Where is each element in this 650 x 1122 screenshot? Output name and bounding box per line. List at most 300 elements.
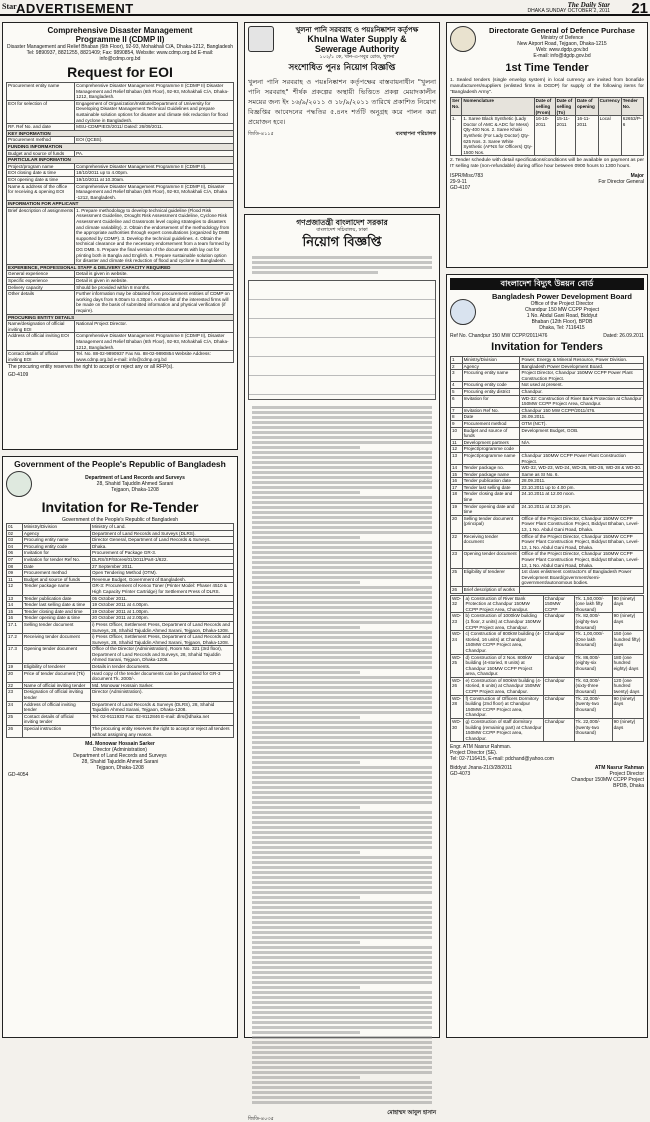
row-number: 18: [451, 491, 463, 503]
table-row: [451, 116, 644, 156]
table-row: [7, 321, 234, 333]
bpdb-signer-title: Project Director: [609, 771, 644, 778]
text-line: [252, 851, 360, 854]
table-row: [7, 670, 234, 682]
row-number: 23: [451, 551, 463, 569]
row-value: Comprehensive Disaster Management Programme II (CDMP II).: [75, 163, 234, 170]
row-value: WD-32: Construction of River Bank Protection at Chandpur 150MW CCPP Project Area, Chandpur.: [520, 395, 644, 407]
table-cell: 180 (one hundred eighty) days: [612, 654, 643, 677]
table-row: [451, 452, 644, 464]
text-line: [252, 856, 432, 859]
table-cell: a) Construction of River Bank Protection at Chandpur 150MW CCPP Project Area, Chandpur.: [464, 595, 543, 613]
row-label: Tender package name: [22, 583, 90, 595]
table-cell: 90 (ninety) days: [612, 613, 643, 631]
row-label: Eligibility of tenderer: [22, 664, 90, 671]
text-line: [252, 781, 432, 784]
text-line: [252, 806, 360, 809]
table-cell: Tk. 22,000/- (twenty-two thousand): [574, 719, 612, 742]
gob-title: Government of the People's Republic of Bangladesh: [14, 459, 226, 469]
row-label: Invitation for: [462, 395, 520, 407]
text-line: [252, 816, 432, 819]
table-cell: b) Construction of 1000kW building (1 floor, 2 units) at Chandpur 150MW CCPP Project area, Chandpur.: [464, 613, 543, 631]
column-header: Nomenclature: [462, 98, 534, 116]
dgdp-tender-ad: [446, 22, 648, 268]
column-header: Tender No.: [621, 98, 643, 116]
table-cell: WD-24: [451, 631, 464, 654]
table-row: [451, 395, 644, 407]
text-line: [252, 571, 432, 574]
row-label: Selling tender document: [22, 621, 90, 633]
table-cell: WD-28: [451, 695, 464, 718]
text-line: [252, 581, 360, 584]
bpdb-official-title: Project Director (SE).: [450, 750, 498, 757]
table-cell: Tk. 22,000/- (twenty-two thousand): [574, 695, 612, 718]
row-number: 15: [7, 608, 23, 615]
row-label: Procuring entity name: [22, 537, 90, 544]
row-value: Tel: 02-9111933 Fax: 02-9112846 E-mail: dlrs@dhaka.net: [90, 713, 233, 725]
dgdp-intro: 1. Sealed tenders (single envelop system) in local currency are invited from bonafide manufacturers/suppliers (enlisted firms in DGDP) for supply of the following items for "Bangladesh Army".: [450, 78, 644, 95]
row-number: 03: [7, 537, 23, 544]
text-line: [252, 521, 432, 524]
text-line: [252, 776, 432, 779]
dgdp-note: 2. Tender schedule with detail specifications/conditions will be available on payment as per IT selling rate (non-refundable) during office hour between 0900 hours to 1300 hours.: [450, 158, 644, 170]
row-number: 09: [7, 570, 23, 577]
bpdb-title-bn: বাংলাদেশ বিদ্যুৎ উন্নয়ন বোর্ড: [450, 278, 644, 290]
row-label: Procuring entity code: [22, 543, 90, 550]
issue-date: DHAKA SUNDAY OCTOBER 2, 2011: [527, 8, 610, 14]
row-number: 10: [451, 427, 463, 439]
row-number: 23: [7, 689, 23, 701]
text-line: [252, 436, 432, 439]
gob-signer-addr: 28, Shahid Tajuddin Ahmed Sarani: [81, 759, 159, 766]
table-cell: Tk. 1,50,000/- (one lakh fifty thousand): [574, 595, 612, 613]
text-line: [252, 671, 360, 674]
table-row: [451, 533, 644, 551]
section-heading: KEY INFORMATION: [7, 130, 234, 137]
table-row: [451, 471, 644, 478]
table-row: [7, 83, 234, 101]
gob-signer-title: Director (Administration): [93, 747, 147, 754]
row-label: Opening tender document: [462, 551, 520, 569]
text-line: [252, 501, 432, 504]
bpdb-doc-id: Biddyut Jnana-21/3/28/2011: [450, 765, 513, 772]
row-label: Address of official inviting EOI: [7, 333, 75, 351]
row-label: Opening tender document: [22, 646, 90, 664]
text-line: [252, 1086, 432, 1089]
khulna-title-en-1: Khulna Water Supply &: [307, 34, 407, 44]
row-label: Invitation Ref No.: [462, 407, 520, 414]
khulna-signer-bn: ব্যবস্থাপনা পরিচালক: [395, 131, 436, 137]
row-number: 07: [7, 556, 23, 563]
table-header-row: [451, 98, 644, 116]
text-line: [252, 626, 360, 629]
text-line: [252, 1016, 432, 1019]
dlrs-retender-ad: [2, 456, 238, 1038]
text-line: [252, 586, 432, 589]
table-cell: WD-23: [451, 613, 464, 631]
row-value: Hard copy of the tender documents can be purchased for GR-3 document Tk. 2000/-.: [90, 670, 233, 682]
table-cell: d) Construction of 2 Nos. 800kW building (4-storied, 8 units) at Chandpur 150MW CCPP Project area, Chandpur.: [464, 654, 543, 677]
table-row: [7, 351, 234, 363]
text-line: [252, 731, 432, 734]
khulna-wasa-ad: [244, 22, 440, 208]
text-line: [252, 666, 432, 669]
table-cell: Chandpur 150MW CCPP: [543, 595, 574, 613]
table-cell: Chandpur: [543, 677, 574, 695]
text-line: [252, 1026, 432, 1029]
text-line: [252, 551, 432, 554]
text-line: [252, 726, 432, 729]
row-label: Agency: [22, 530, 90, 537]
row-label: EOI for selection of: [7, 100, 75, 123]
row-value: 19 October 2011 at 4.00pm.: [90, 602, 233, 609]
text-line: [252, 1091, 432, 1094]
row-value: Details in tender documents.: [90, 664, 233, 671]
row-value: OTM (NCT).: [520, 420, 644, 427]
row-label: Address of official inviting tender: [22, 701, 90, 713]
text-line: [252, 921, 432, 924]
row-value: PA.: [75, 150, 234, 157]
row-value: Department of Land Records & Surveys (DLRS), 28, Shahid Tajuddin Ahmed Sarani, Tejgaon, Dhaka-1208.: [90, 701, 233, 713]
cdmp-contact: Tel: 9890937, 8821255, 8821409; Fax: 9890854, Website: www.cdmp.org.bd E-mail: info@cdmp.org.bd: [26, 50, 214, 62]
text-line: [252, 946, 432, 949]
row-label: Tender last selling date: [462, 484, 520, 491]
row-label: Date: [22, 563, 90, 570]
column-header: Date of opening: [575, 98, 598, 116]
text-line: [252, 636, 432, 639]
table-row: [451, 407, 644, 414]
cdmp-code: GD-4109: [8, 372, 29, 379]
text-line: [252, 681, 432, 684]
text-line: [252, 466, 432, 469]
bpdb-code: GD-4073: [450, 771, 471, 778]
text-line: [252, 511, 432, 514]
table-row: [451, 357, 644, 364]
gob-signer: Md. Monowar Hossain Sarker: [85, 741, 155, 748]
dgdp-table: [450, 97, 644, 156]
text-line: [252, 616, 432, 619]
table-cell: g) Construction of staff dormitory building (remaining part) at Chandpur 150MW CCPP Project area, Chandpur.: [465, 719, 542, 741]
text-line: [252, 706, 432, 709]
row-number: 24: [7, 701, 23, 713]
text-line: [252, 976, 432, 979]
row-number: 14: [451, 465, 463, 472]
row-number: 4: [451, 382, 463, 389]
row-value: 1st class enlistment contractor's of Bangladesh Power Development Board/government/semi-government/autonomous bodies.: [520, 569, 644, 587]
text-line: [252, 741, 432, 744]
text-line: [252, 886, 432, 889]
table-row: [7, 583, 234, 595]
row-number: 16: [451, 478, 463, 485]
text-line: [252, 991, 432, 994]
text-line: [252, 736, 432, 739]
row-value: Office of the Project Director, Chandpur 150MW CCPP Power Plant Construction Project, Biddyut Bhaban, Level-13, 1 No. Abdul Gani Road, Dhaka.: [520, 515, 644, 533]
row-label: Tender closing date and time: [462, 491, 520, 503]
table-row: [451, 677, 644, 695]
row-value: WD-32, WD-23, WD-24, WD-25, WD-26, WD-28 & WD-30.: [520, 465, 644, 472]
row-value: 20 October 2011 at 2.00pm.: [90, 615, 233, 622]
row-label: Designation of official inviting tender: [22, 689, 90, 701]
text-line: [252, 426, 432, 429]
row-label: Project/programme code: [462, 446, 520, 453]
table-row: [7, 524, 234, 531]
row-number: 22: [7, 682, 23, 689]
row-label: Tender opening date & time: [22, 615, 90, 622]
text-line: [252, 831, 432, 834]
text-line: [252, 606, 432, 609]
row-value: [520, 586, 644, 593]
text-line: [252, 1031, 360, 1034]
table-row: [7, 333, 234, 351]
row-number: 17.3: [7, 646, 23, 664]
text-line: [252, 951, 432, 954]
row-value: Bangladesh Power Development Board.: [520, 363, 644, 370]
row-label: Delivery capacity: [7, 284, 75, 291]
row-value: 28.09.2011.: [520, 478, 644, 485]
text-line: [252, 431, 432, 434]
table-row: [7, 537, 234, 544]
text-line: [252, 986, 360, 989]
table-row: [451, 388, 644, 395]
table-cell: WD-30: [451, 719, 464, 742]
text-line: [252, 871, 432, 874]
table-row: [7, 701, 234, 713]
gob-sub2: 28, Shahid Tajuddin Ahmed Sarani: [96, 481, 174, 487]
row-number: 01: [7, 524, 23, 531]
table-row: [7, 576, 234, 583]
row-value: MSU-CDMPIEOI/2011/ Dated: 26/09/2011.: [75, 124, 234, 131]
table-row: [7, 137, 234, 144]
gob-bn-post-table: [248, 280, 436, 400]
row-number: 06: [7, 550, 23, 557]
text-line: [252, 916, 432, 919]
dgdp-signer-title: For Director General: [598, 178, 644, 185]
table-row: [7, 713, 234, 725]
table-row: [7, 176, 234, 183]
text-line: [252, 676, 432, 679]
text-line: [252, 461, 432, 464]
row-value: The procuring entity reserves the right to accept or reject all tenders without assigning any reason.: [90, 726, 233, 738]
bpdb-addr2: Chandpur 150 MW CCPP Project: [524, 307, 600, 313]
text-line: [252, 611, 432, 614]
cdmp-table: [6, 82, 234, 363]
gob-bn-intro-lines: [248, 252, 436, 278]
section-heading: PARTICULAR INFORMATION: [7, 157, 234, 164]
text-line: [252, 696, 432, 699]
row-label: Procurement method: [22, 570, 90, 577]
text-line: [252, 471, 432, 474]
row-value: Department of Land Records and Surveys (DLRS).: [90, 530, 233, 537]
table-row: [451, 491, 644, 503]
table-row: [7, 615, 234, 622]
table-cell: WD-26: [451, 677, 464, 695]
table-row: [451, 503, 644, 515]
bpdb-addr1: Office of the Project Director: [530, 301, 594, 307]
row-value: Development Budget, GOB.: [520, 427, 644, 439]
row-number: 8: [451, 414, 463, 421]
table-row: [7, 271, 234, 278]
text-line: [252, 716, 360, 719]
cdmp-eoi-ad: [2, 22, 238, 450]
row-value: Procurement of Package GR-3.: [90, 550, 233, 557]
table-row: [7, 163, 234, 170]
text-line: [252, 561, 432, 564]
row-label: Tender closing date and time: [22, 608, 90, 615]
table-row: [7, 608, 234, 615]
table-cell: 15-11-2011: [555, 116, 575, 156]
table-cell: 90 (ninety) days: [612, 719, 643, 742]
text-line: [252, 911, 432, 914]
row-value: 23.10.2011 up to 4.00 pm.: [520, 484, 644, 491]
gob-signer-city: Tejgaon, Dhaka-1208: [96, 765, 144, 772]
text-line: [252, 1101, 432, 1104]
row-label: Tender package no.: [462, 465, 520, 472]
row-number: 16: [7, 615, 23, 622]
bpdb-official: Engr. ATM Nasrur Rahman.: [450, 744, 512, 751]
text-line: [252, 516, 432, 519]
text-line: [252, 591, 432, 594]
table-cell: Chandpur: [543, 654, 574, 677]
table-cell: c) Construction of 800kW building (4-storied, 16 units) at Chandpur 150MW CCPP Project area, Chandpur.: [464, 631, 543, 654]
table-row: [7, 646, 234, 664]
gob-heading: Invitation for Re-Tender: [41, 499, 199, 515]
table-row: [7, 595, 234, 602]
table-row: [451, 427, 644, 439]
text-line: [252, 881, 432, 884]
cdmp-title-2: Programme II (CDMP II): [75, 35, 165, 44]
row-value: Engagement of Organization/Institute/Department of University for Developing Disaster Management Technical Guidelines and prepare sustainable solution options for disaster and climate risk reduction for flood and cyclone in Bangladesh.: [75, 100, 234, 123]
row-label: EOI opening date & time: [7, 176, 75, 183]
table-row: [7, 682, 234, 689]
bpdb-contact: Tel: 02-7116415, E-mail: pdchand@yahoo.com: [450, 756, 554, 763]
dgdp-title: Directorate General of Defence Purchase: [489, 26, 635, 35]
row-number: 6: [451, 395, 463, 407]
khulna-wasa-logo-icon: [248, 26, 274, 52]
row-number: 15: [451, 471, 463, 478]
text-line: [252, 441, 432, 444]
dgdp-heading: 1st Time Tender: [505, 62, 589, 74]
row-value: 24.10.2011 at 12.00 noon.: [520, 491, 644, 503]
text-line: [252, 1051, 432, 1054]
text-line: [252, 966, 432, 969]
bpdb-signer-city: BPDB, Dhaka: [613, 783, 644, 790]
bpdb-table: [450, 356, 644, 594]
row-value: Same as SI No. 6.: [520, 471, 644, 478]
row-number: 12: [7, 583, 23, 595]
text-line: [252, 751, 432, 754]
gob-sub1: Department of Land Records and Surveys: [85, 475, 185, 481]
table-cell: 90 (ninety) days: [612, 695, 643, 718]
table-row: [451, 586, 644, 593]
table-cell: 1. Saree Black Synthetic (Lady Doctor of AMC & ADC for Mess) Qty-400 Nos. 2. Saree Khaki Synthetic (For Lady Doctor) Qty-625 Nos. 3. Saree White Synthetic (AFNS for Officers) Qty-1500 Nos.: [463, 116, 533, 155]
dgdp-date: 29-9-11: [450, 178, 467, 185]
gob-bn-conditions-lines: [248, 402, 436, 1108]
khulna-title-en-2: Sewerage Authority: [314, 44, 400, 54]
table-row: [7, 291, 234, 314]
text-line: [252, 651, 432, 654]
text-line: [252, 506, 432, 509]
row-number: 02: [7, 530, 23, 537]
table-cell: 120 (one hundred twenty) days: [612, 677, 643, 695]
text-line: [252, 901, 432, 904]
table-cell: Tk. 63,000/- (sixty-three thousand): [574, 677, 612, 695]
khulna-title-bn: খুলনা পানি সরবরাহ ও পয়ঃনিষ্কাশন কর্তৃপক্ষ: [295, 26, 419, 34]
row-value: N/A.: [520, 439, 644, 446]
table-row: [451, 363, 644, 370]
row-value: Md. Monowar Hossain Sarker.: [90, 682, 233, 689]
row-label: Budget and source of funds: [7, 150, 75, 157]
text-line: [252, 771, 432, 774]
row-value: 19 October 2011 at 1.00pm.: [90, 608, 233, 615]
table-row: [7, 570, 234, 577]
row-value: Power, Energy & Mineral Resource, Power Division.: [520, 357, 644, 364]
table-row: [451, 613, 644, 631]
row-number: 17.1: [7, 621, 23, 633]
row-value: Chandpur 150MW CCPP Power Plant Construction Project.: [520, 452, 644, 464]
row-value: 24.10.2011 at 12.30 pm.: [520, 503, 644, 515]
text-line: [252, 936, 432, 939]
text-line: [252, 866, 432, 869]
text-line: [252, 1096, 432, 1099]
gob-bn-sub: বাংলাদেশ সচিবালয়, ঢাকা: [316, 227, 368, 233]
column-header: Date of selling (From): [534, 98, 555, 116]
table-row: [7, 170, 234, 177]
text-line: [252, 1041, 432, 1044]
row-label: RF. Ref No. and date: [7, 124, 75, 131]
table-row: [7, 556, 234, 563]
table-row: [7, 201, 234, 208]
row-label: Development partners: [462, 439, 520, 446]
text-line: [252, 971, 432, 974]
table-row: [7, 664, 234, 671]
table-row: [451, 515, 644, 533]
row-value: Chandpur 150 MW CCPP/2011/476.: [520, 407, 644, 414]
row-label: Brief description of assignments: [7, 207, 75, 264]
table-row: [7, 207, 234, 264]
dgdp-code: GD-4107: [450, 184, 471, 191]
row-value: 27 September 2011.: [90, 563, 233, 570]
row-number: 19: [7, 664, 23, 671]
khulna-code: জিডি-৪১১৫: [248, 131, 274, 137]
row-value: 19/10/2011 at 10.30am.: [75, 176, 234, 183]
table-cell: 16-10-2011: [534, 116, 555, 156]
row-label: Other details: [7, 291, 75, 314]
table-row: [7, 143, 234, 150]
bpdb-addr5: Dhaka, Tel: 7116415: [539, 325, 585, 331]
row-label: Project/program name: [7, 163, 75, 170]
row-label: General experience: [7, 271, 75, 278]
khulna-heading-bn: সংশোধিত পুনঃ নিয়োগ বিজ্ঞপ্তি: [288, 63, 396, 73]
table-cell: WD-25: [451, 654, 464, 677]
section-heading: INFORMATION FOR APPLICANT: [7, 201, 234, 208]
text-line: [252, 566, 432, 569]
text-line: [252, 691, 432, 694]
row-value: Chandpur.: [520, 388, 644, 395]
row-number: 14: [7, 602, 23, 609]
column-header: Currency: [598, 98, 621, 116]
text-line: [252, 961, 432, 964]
table-cell: 16-11-2011: [575, 116, 598, 156]
table-row: [451, 654, 644, 677]
bpdb-signer: ATM Nasrur Rahman: [594, 765, 644, 772]
table-row: [451, 478, 644, 485]
row-value: Detail is given in website.: [75, 278, 234, 285]
row-value: DLRS/SP/Stores/01/2011/Part-1/622.: [90, 556, 233, 563]
row-number: 17.2: [7, 634, 23, 646]
table-cell: Chandpur: [543, 613, 574, 631]
table-row: [7, 621, 234, 633]
row-label: Contact details of official inviting tender: [22, 713, 90, 725]
